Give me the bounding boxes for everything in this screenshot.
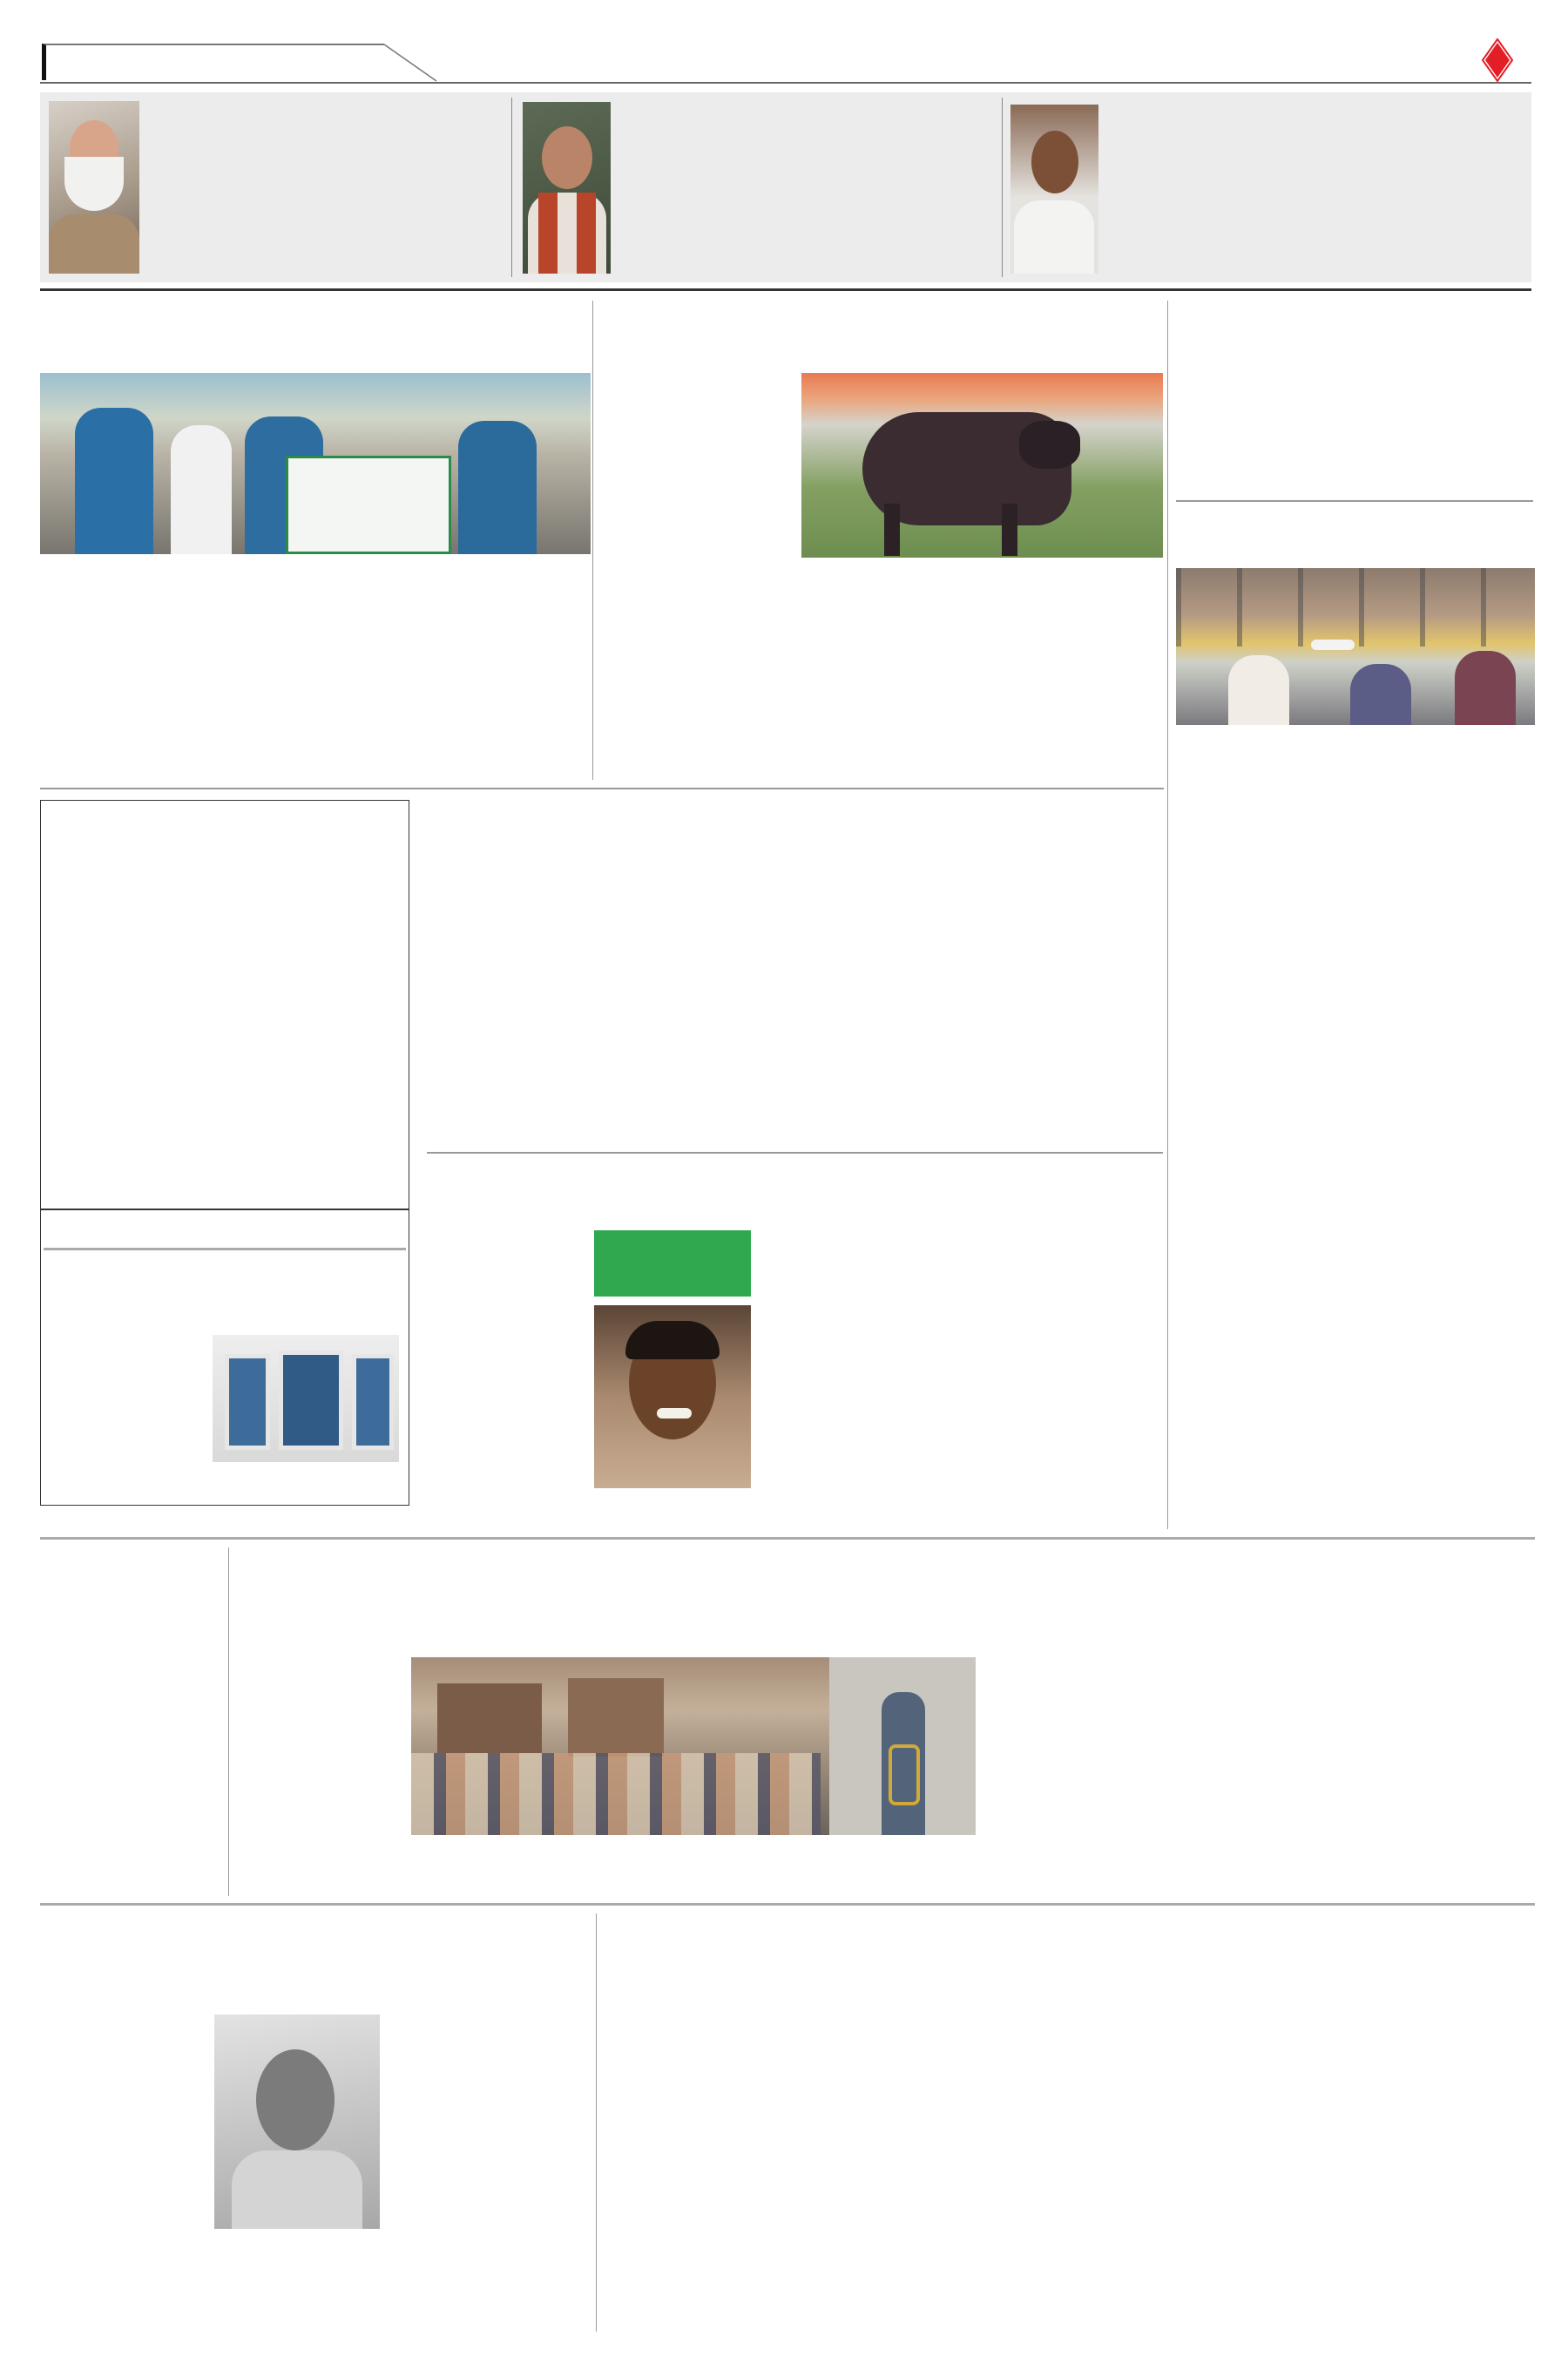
badge-anbumani	[594, 1230, 751, 1297]
section-rule	[40, 1537, 1535, 1540]
story-murder-col-under-photo	[411, 1838, 976, 1893]
story-tirupati-body	[49, 871, 402, 1202]
story-ai-images-body	[427, 889, 1163, 1150]
date-bar-tail	[249, 44, 441, 83]
divider	[596, 1913, 597, 2332]
quote-1	[150, 112, 498, 120]
photo-rabies-victim	[214, 2014, 380, 2229]
quote-photo-modi	[49, 101, 139, 274]
story-pmk-col1	[427, 1236, 584, 1532]
date-location-bar	[42, 44, 251, 80]
divider	[1002, 98, 1003, 277]
page-number-badge	[1481, 38, 1514, 82]
story-windshield-body	[49, 1333, 206, 1464]
divider	[511, 98, 512, 277]
photo-student-rally	[40, 373, 591, 554]
divider	[592, 301, 593, 780]
divider	[228, 1547, 229, 1896]
photo-egg-distribution	[1176, 568, 1535, 725]
story-rabies-col1	[40, 2018, 206, 2332]
photo-ganeshkumar	[594, 1305, 751, 1488]
story-diwali-body	[1176, 362, 1533, 363]
story-murder-col1	[237, 1661, 402, 1863]
photo-cockpit-windshield	[213, 1335, 399, 1462]
masthead-rule	[40, 82, 1531, 84]
quote-photo-amit-shah	[523, 102, 611, 274]
photo-crime-scene	[411, 1657, 976, 1835]
quote-3	[1108, 112, 1524, 120]
divider	[40, 788, 1164, 789]
divider	[427, 1152, 1163, 1154]
story-pmk-col2	[761, 1236, 1163, 1532]
section-rule	[40, 1903, 1535, 1906]
photo-buffalo	[801, 373, 1163, 558]
story-buffalo-col2	[801, 568, 1163, 779]
story-murder-right-cols	[984, 1661, 1535, 1893]
story-plastic-rally-body	[40, 565, 591, 779]
sidebar-fishermen-body	[40, 1625, 221, 1886]
divider	[44, 1248, 406, 1250]
story-rabies-col3	[389, 2018, 582, 2332]
story-buffalo-col1	[605, 373, 788, 779]
story-rabies-col2	[214, 2236, 380, 2332]
section-rule	[40, 288, 1531, 291]
newspaper-logo[interactable]	[697, 37, 871, 85]
quotes-band	[40, 92, 1531, 282]
divider	[1176, 500, 1533, 502]
story-eggs-body	[1176, 734, 1535, 1532]
quote-photo-murugan	[1010, 105, 1098, 274]
divider	[1167, 301, 1168, 1529]
quote-2	[620, 112, 990, 120]
